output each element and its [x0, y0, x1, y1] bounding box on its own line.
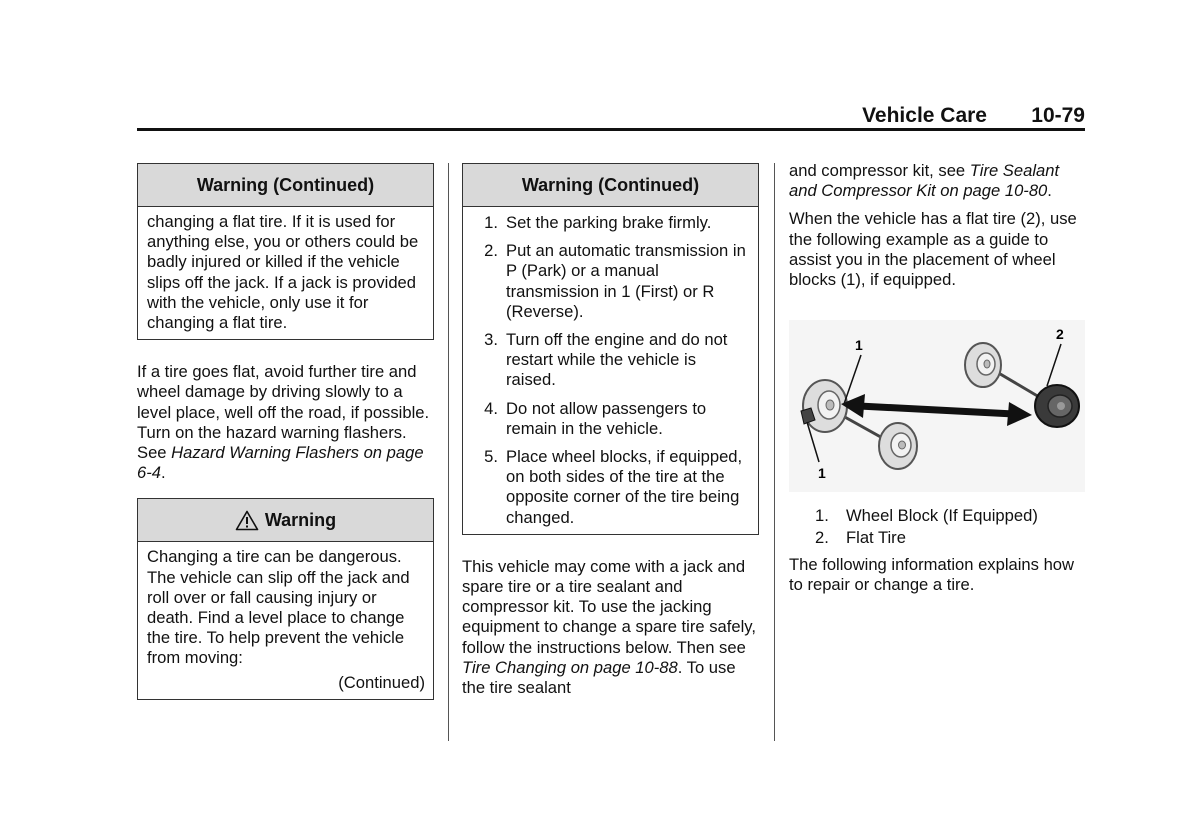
paragraph-end: .	[1047, 181, 1052, 201]
list-item	[463, 330, 750, 391]
caption-text: Wheel Block (If Equipped)	[846, 506, 1038, 526]
flat-tire	[1035, 385, 1079, 427]
step-number: 2.	[484, 241, 498, 261]
callout-label: 1	[818, 465, 826, 482]
list-item	[789, 528, 1085, 548]
warning-body: changing a flat tire. If it is used for anything else, you or others could be badly injured or killed if the vehicle slips off the jack. If a jack is provided with the vehicle, only use it for changing a flat tire.	[147, 212, 419, 333]
cross-reference-link[interactable]: Tire Sealant and Compressor Kit on page 10-80	[789, 161, 1060, 201]
warning-continued-box	[137, 163, 434, 340]
warning-text: Changing a tire can be dangerous. The vehicle can slip off the jack and roll over or fall causing injury or death. Find a level place to change the tire. To help prevent the vehicle from moving:	[147, 547, 410, 668]
step-text: Put an automatic transmission in P (Park) or a manual transmission in 1 (First) or R (Reverse).	[506, 241, 746, 321]
warning-heading: Warning (Continued)	[138, 164, 433, 207]
caption-number: 1.	[815, 506, 829, 526]
list-item	[463, 213, 750, 233]
callout-label: 2	[1056, 326, 1064, 343]
header-rule	[137, 128, 1085, 131]
column-2	[462, 163, 759, 698]
step-text: Place wheel blocks, if equipped, on both sides of the tire at the opposite corner of the tire being changed.	[506, 447, 743, 527]
column-3	[789, 161, 1085, 595]
list-item	[463, 447, 750, 528]
warning-body	[463, 207, 758, 534]
paragraph-end: .	[160, 463, 166, 483]
column-1	[137, 163, 434, 700]
list-item	[463, 399, 750, 439]
cross-reference-link[interactable]: Hazard Warning Flashers on page 6-4	[137, 443, 424, 483]
flat-tire-paragraph	[137, 362, 434, 483]
flat-tire-example-paragraph: When the vehicle has a flat tire (2), use the following example as a guide to assist you in the placement of wheel blocks (1), if equipped.	[789, 209, 1077, 290]
front-left-tire	[803, 380, 847, 432]
step-number: 4.	[484, 398, 498, 418]
page-number: 10-79	[1031, 104, 1085, 127]
step-text: Do not allow passengers to remain in the vehicle.	[506, 398, 707, 438]
page-header	[137, 100, 1085, 130]
warning-heading: Warning (Continued)	[463, 164, 758, 207]
paragraph-text: and compressor kit, see	[789, 161, 970, 180]
front-right-tire	[879, 423, 917, 469]
column-divider	[448, 163, 449, 741]
step-text: Turn off the engine and do not restart while the vehicle is raised.	[506, 330, 728, 390]
warning-continued-box	[462, 163, 759, 535]
sealant-paragraph	[789, 161, 1085, 201]
paragraph-end: . To use the tire sealant	[462, 657, 736, 698]
step-number: 1.	[484, 213, 498, 232]
caption-number: 2.	[815, 528, 829, 548]
step-number: 3.	[484, 330, 498, 350]
steps-list	[463, 213, 750, 528]
step-number: 5.	[484, 447, 498, 467]
warning-box	[137, 498, 434, 699]
figure-caption-list	[789, 506, 1085, 548]
list-item	[463, 241, 750, 322]
step-text: Set the parking brake firmly.	[506, 213, 712, 232]
paragraph-text: If a tire goes flat, avoid further tire and wheel damage by driving slowly to a level place, well off the road, if possible. Turn on the hazard warning flashers. See	[137, 362, 430, 463]
warning-heading	[138, 499, 433, 542]
continued-label: (Continued)	[338, 672, 425, 692]
caption-text: Flat Tire	[846, 528, 906, 548]
callout-label: 1	[855, 337, 863, 354]
warning-body	[138, 542, 433, 698]
section-title: Vehicle Care	[862, 104, 987, 127]
list-item	[789, 506, 1085, 526]
paragraph-text: This vehicle may come with a jack and spare tire or a tire sealant and compressor kit. To use the jacking equipment to change a spare tire safely, follow the instructions below. Then see	[462, 556, 756, 657]
warning-label: Warning	[264, 510, 337, 531]
wheel-block-diagram	[789, 320, 1085, 492]
warning-triangle-icon	[235, 510, 259, 531]
cross-reference-link[interactable]: Tire Changing on page 10-88	[462, 657, 678, 677]
repair-paragraph: The following information explains how to repair or change a tire.	[789, 554, 1075, 594]
column-divider	[774, 163, 775, 741]
rear-left-tire	[965, 343, 1001, 387]
jack-paragraph	[462, 557, 759, 698]
